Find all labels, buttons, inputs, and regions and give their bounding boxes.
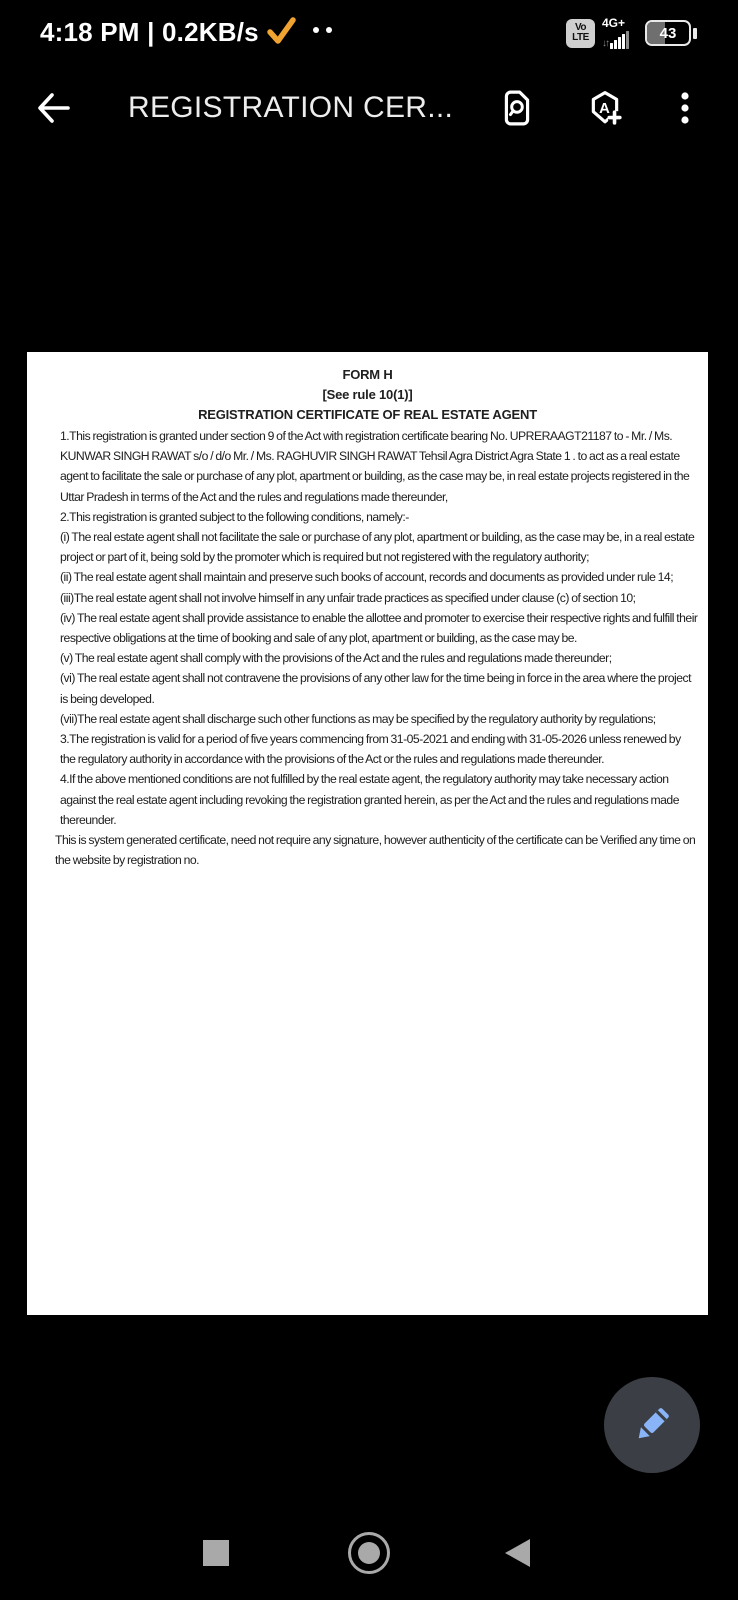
- edit-fab-button[interactable]: [604, 1377, 700, 1473]
- document-body: [27, 425, 708, 870]
- doc-paragraph: (i) The real estate agent shall not facilitate the sale or purchase of any plot, apartment or building, as the case may be, in a real estate project or part of it, being sold by the promoter which is required but not registered with the regulatory authority;: [60, 530, 695, 565]
- find-in-document-button[interactable]: [498, 89, 536, 127]
- document-search-icon: [502, 90, 532, 126]
- notification-dots-icon: [313, 27, 332, 33]
- home-circle-icon: [358, 1542, 380, 1564]
- rename-annotate-button[interactable]: [586, 89, 624, 127]
- doc-paragraph: 4.If the above mentioned conditions are not fulfilled by the real estate agent, the regulatory authority may take necessary action against the real estate agent including revoking the registration granted herein, as per the Act and the rules and regulations made thereunder.: [60, 772, 679, 827]
- document-page[interactable]: [27, 352, 708, 1315]
- status-bar-right: [566, 16, 697, 50]
- battery-percentage: 43: [659, 24, 677, 42]
- doc-paragraph: 2.This registration is granted subject to the following conditions, namely:-: [60, 509, 409, 524]
- doc-paragraph: 3.The registration is valid for a period of five years commencing from 31-05-2021 and ending with 31-05-2026 unless renewed by the regulatory authority in accordance with the provisions of the Act or the rules and regulations made thereunder.: [60, 732, 681, 767]
- svg-text:A: A: [599, 100, 610, 117]
- doc-paragraph: (vii)The real estate agent shall discharge such other functions as may be specified by the regulatory authority by regulations;: [60, 711, 656, 726]
- battery-icon: [645, 20, 697, 46]
- status-time: 4:18 PM: [40, 16, 140, 47]
- doc-heading-form: FORM H: [342, 367, 393, 382]
- app-bar: [0, 75, 738, 141]
- nav-back-button[interactable]: [505, 1539, 530, 1567]
- doc-paragraph: 1.This registration is granted under section 9 of the Act with registration certificate bearing No. UPRERAAGT21187 to - Mr. / Ms. KUNWAR SINGH RAWAT s/o / d/o Mr. / Ms. RAGHUVIR SINGH RAWAT Tehsil Agra District Agra State 1 . to act as a real estate agent to facilitate the sale or purchase of any plot, apartment or building, as the case may be, in real estate projects registered in the Uttar Pradesh in terms of the Act and the rules and regulations made thereunder,: [60, 429, 690, 504]
- status-data-speed: 0.2KB/s: [162, 16, 259, 47]
- nav-recents-button[interactable]: [203, 1540, 229, 1566]
- pencil-icon: [628, 1401, 676, 1449]
- network-type-label: 4G+: [602, 16, 626, 30]
- status-bar-left: [40, 14, 332, 50]
- arrow-left-icon: [34, 89, 72, 127]
- page-title: REGISTRATION CER...: [128, 91, 454, 124]
- doc-paragraph: (iii)The real estate agent shall not involve himself in any unfair trade practices as specified under clause (c) of section 10;: [60, 590, 636, 605]
- data-arrows-icon: ↓↑: [602, 38, 608, 49]
- doc-footer-note: This is system generated certificate, need not require any signature, however authenticity of the certificate can be Verified any time on the website by registration no.: [55, 833, 696, 868]
- doc-paragraph: (ii) The real estate agent shall maintain and preserve such books of account, records and documents as provided under rule 14;: [60, 570, 674, 585]
- doc-paragraph: (vi) The real estate agent shall not contravene the provisions of any other law for the time being in force in the area where the project is being developed.: [60, 671, 691, 706]
- nav-home-button[interactable]: [348, 1532, 390, 1574]
- overflow-menu-button[interactable]: [666, 89, 704, 127]
- doc-paragraph: (v) The real estate agent shall comply with the provisions of the Act and the rules and regulations made thereunder;: [60, 651, 612, 666]
- document-headings: [27, 352, 708, 425]
- doc-paragraph: (iv) The real estate agent shall provide assistance to enable the allottee and promoter to exercise their respective rights and fulfill their respective obligations at the time of booking and sale of any plot, apartment or building, as the case may be.: [60, 610, 698, 646]
- a-plus-icon: [587, 90, 623, 126]
- doc-heading-title: REGISTRATION CERTIFICATE OF REAL ESTATE AGENT: [198, 407, 537, 422]
- sync-checkmark-icon: [267, 17, 297, 50]
- status-separator: |: [139, 16, 162, 47]
- volte-icon: Vo LTE: [566, 19, 595, 48]
- signal-bars-icon: [602, 31, 629, 49]
- three-dots-icon: [679, 89, 691, 127]
- signal-indicator: [602, 17, 638, 49]
- back-button[interactable]: [34, 89, 72, 127]
- doc-heading-rule: [See rule 10(1)]: [322, 387, 413, 402]
